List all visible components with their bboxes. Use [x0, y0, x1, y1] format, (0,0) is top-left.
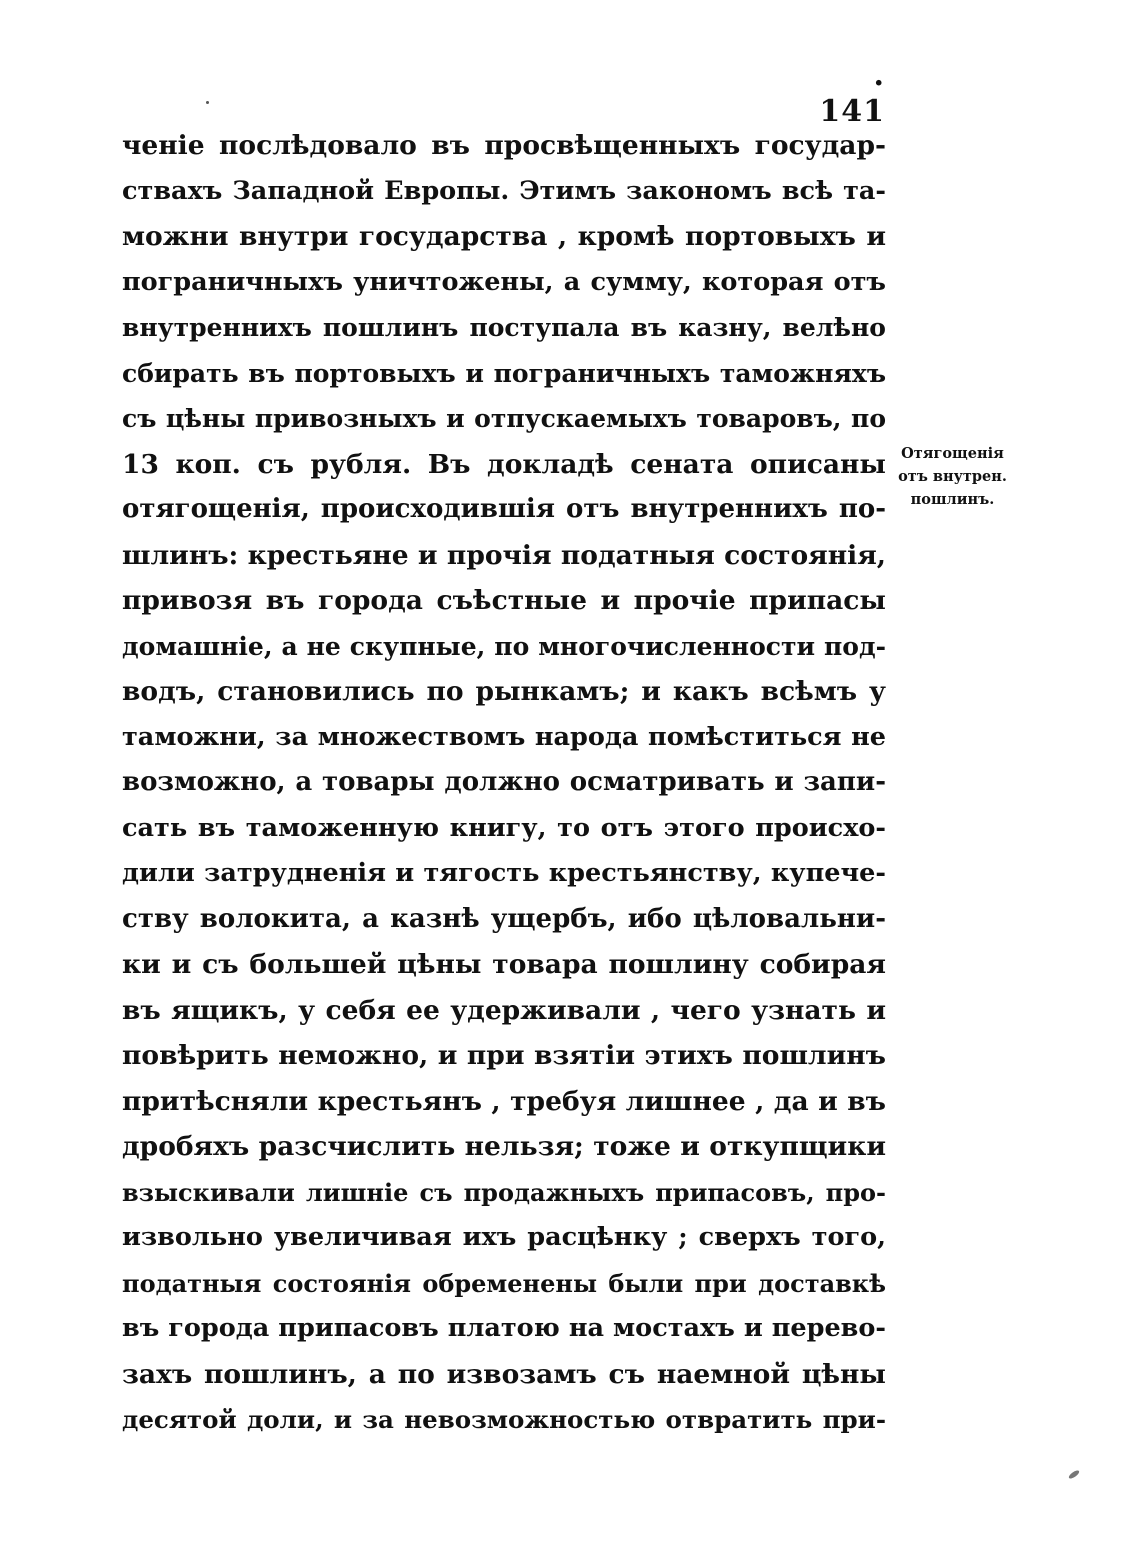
marginal-note-line: пошлинъ.	[910, 491, 995, 508]
text-line: сбирать въ портовыхъ и пограничныхъ таможняхъ	[122, 358, 886, 388]
text-line: 13 коп. съ рубля. Въ докладѣ сената описаны	[122, 448, 886, 480]
body-text	[122, 123, 886, 1443]
text-line: привозя въ города съѣстные и прочіе припасы	[122, 585, 886, 616]
text-line: дили затрудненія и тягость крестьянству, купече-	[122, 858, 886, 888]
text-line: притѣсняли крестьянъ , требуя лишнее , да и въ	[122, 1085, 886, 1117]
text-line: шлинъ: крестьяне и прочія податныя состоянія,	[122, 539, 886, 571]
text-line: сать въ таможенную книгу, то отъ этого происхо-	[122, 812, 886, 843]
text-line: ченіе послѣдовало въ просвѣщенныхъ государ-	[122, 130, 886, 161]
marginal-note-line: отъ внутрен.	[898, 468, 1007, 485]
text-line: возможно, а товары должно осматривать и запи-	[122, 767, 886, 797]
text-line: извольно увеличивая ихъ расцѣнку ; сверхъ того,	[122, 1222, 886, 1252]
text-line: пограничныхъ уничтожены, а сумму, которая отъ	[122, 266, 886, 297]
marginal-note-line: Отягощенія	[901, 445, 1004, 462]
text-line: можни внутри государства , кромѣ портовыхъ и	[122, 221, 886, 252]
text-line: повѣрить неможно, и при взятіи этихъ пошлинъ	[122, 1040, 886, 1071]
paper-speck	[206, 101, 209, 104]
text-line: домашніе, а не скупные, по многочисленности под-	[122, 631, 886, 661]
text-line: водъ, становились по рынкамъ; и какъ всѣмъ у	[122, 676, 886, 707]
text-line: ствахъ Западной Европы. Этимъ закономъ всѣ та-	[122, 175, 886, 206]
text-line: податныя состоянія обременены были при доставкѣ	[122, 1268, 886, 1298]
text-line: внутреннихъ пошлинъ поступала въ казну, велѣно	[122, 313, 886, 342]
text-line: отягощенія, происходившія отъ внутреннихъ по-	[122, 494, 886, 524]
text-line: въ ящикъ, у себя ее удерживали , чего узнать и	[122, 994, 886, 1026]
marginal-note	[885, 442, 1020, 511]
text-line: дробяхъ разсчислить нельзя; тоже и откупщики	[122, 1131, 886, 1162]
text-line: захъ пошлинъ, а по извозамъ съ наемной цѣны	[122, 1358, 886, 1390]
text-line: въ города припасовъ платою на мостахъ и перево-	[122, 1313, 886, 1343]
text-line: ству волокита, а казнѣ ущербъ, ибо цѣловальни-	[122, 903, 886, 934]
page-number: . 141	[819, 58, 885, 129]
text-line: взыскивали лишніе съ продажныхъ припасовъ, про-	[122, 1177, 886, 1207]
paper-speck	[1068, 1469, 1081, 1480]
text-line: съ цѣны привозныхъ и отпускаемыхъ товаровъ, по	[122, 404, 886, 433]
text-line: десятой доли, и за невозможностью отвратить при-	[122, 1405, 886, 1434]
text-line: таможни, за множествомъ народа помѣститься не	[122, 721, 886, 752]
text-line: ки и съ большей цѣны товара пошлину собирая	[122, 949, 886, 980]
